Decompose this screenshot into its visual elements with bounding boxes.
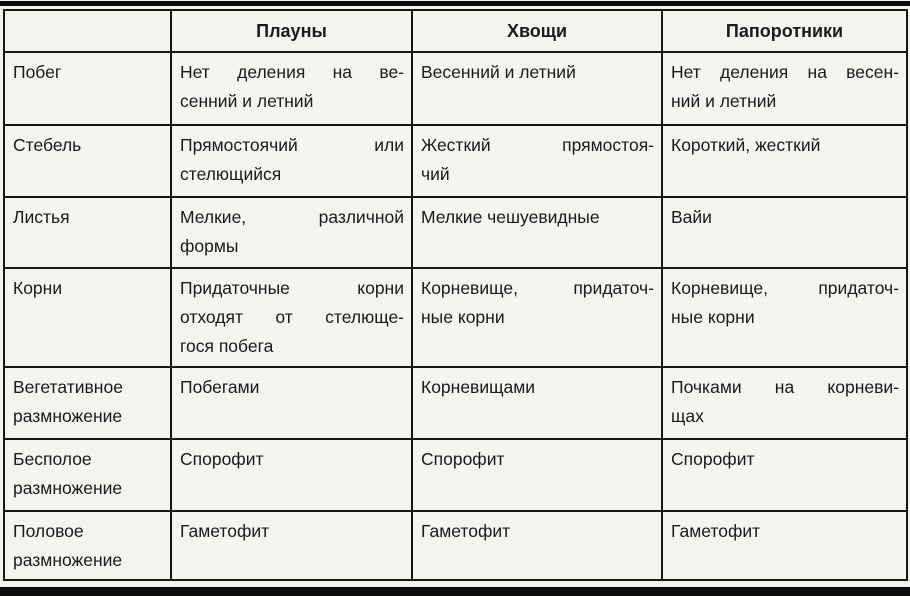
table-cell: [412, 197, 662, 268]
text-line: отходят от стелюще-: [180, 307, 404, 327]
text-line: ний и летний: [671, 91, 777, 111]
row-label: [4, 268, 171, 367]
comparison-table: [3, 9, 908, 581]
text-line: размножение: [13, 406, 123, 426]
text-line: Корневищами: [421, 377, 536, 397]
table-cell: [662, 511, 907, 580]
table-row: [4, 197, 907, 268]
text-line: Мелкие чешуевидные: [421, 207, 600, 227]
text-line: размножение: [13, 478, 123, 498]
row-label: [4, 197, 171, 268]
table-cell: [171, 52, 412, 125]
bottom-rule: [0, 587, 910, 596]
table-cell: [412, 439, 662, 511]
table-cell: [412, 125, 662, 197]
table-cell: [662, 367, 907, 439]
table-cell: [662, 52, 907, 125]
table-body: [4, 52, 907, 580]
text-line: Нет деления на ве-: [180, 62, 404, 82]
text-line: Гаметофит: [421, 521, 511, 541]
table-cell: [412, 367, 662, 439]
text-line: Корневище, придаточ-: [671, 278, 899, 298]
row-label: [4, 52, 171, 125]
table-cell: [171, 439, 412, 511]
text-line: формы: [180, 236, 239, 256]
text-line: Гаметофит: [180, 521, 270, 541]
table-cell: [171, 197, 412, 268]
text-line: Нет деления на весен-: [671, 62, 899, 82]
top-rule: [0, 1, 910, 6]
table-row: [4, 511, 907, 580]
table-row: [4, 268, 907, 367]
header-row: [4, 10, 907, 52]
text-line: Листья: [13, 207, 70, 227]
text-line: Бесполое: [13, 449, 92, 469]
row-label: [4, 511, 171, 580]
text-line: Вайи: [671, 207, 712, 227]
text-line: Половое: [13, 521, 84, 541]
text-line: Стебель: [13, 135, 82, 155]
table-cell: [662, 268, 907, 367]
table-cell: [662, 197, 907, 268]
text-line: гося побега: [180, 336, 274, 356]
table-cell: [171, 125, 412, 197]
text-line: Спорофит: [671, 449, 755, 469]
table-row: [4, 439, 907, 511]
text-line: Вегетативное: [13, 377, 123, 397]
text-line: Гаметофит: [671, 521, 761, 541]
table-cell: [662, 439, 907, 511]
text-line: ные корни: [671, 307, 755, 327]
table-cell: [171, 367, 412, 439]
text-line: Придаточные корни: [180, 278, 404, 298]
text-line: щах: [671, 406, 704, 426]
table-header: [4, 10, 907, 52]
table-cell: [662, 125, 907, 197]
text-line: размножение: [13, 550, 123, 570]
text-line: Жесткий прямостоя-: [421, 135, 654, 155]
text-line: чий: [421, 164, 450, 184]
table-cell: [171, 511, 412, 580]
text-line: Весенний и летний: [421, 62, 576, 82]
text-line: Прямостоячий или: [180, 135, 404, 155]
text-line: Корневище, придаточ-: [421, 278, 654, 298]
text-line: стелющийся: [180, 164, 282, 184]
text-line: Побег: [13, 62, 62, 82]
text-line: Короткий, жесткий: [671, 135, 821, 155]
row-label: [4, 125, 171, 197]
text-line: Спорофит: [421, 449, 505, 469]
text-line: ные корни: [421, 307, 505, 327]
text-line: Почками на корневи-: [671, 377, 899, 397]
text-line: Корни: [13, 278, 63, 298]
table-row: [4, 125, 907, 197]
column-header-2: Папоротники: [662, 10, 907, 52]
text-line: Мелкие, различной: [180, 207, 404, 227]
table-cell: [171, 268, 412, 367]
table-cell: [412, 52, 662, 125]
row-label: [4, 439, 171, 511]
row-label: [4, 367, 171, 439]
table-cell: [412, 268, 662, 367]
corner-cell: [4, 10, 171, 52]
table-cell: [412, 511, 662, 580]
text-line: сенний и летний: [180, 91, 314, 111]
column-header-1: Хвощи: [412, 10, 662, 52]
table-row: [4, 367, 907, 439]
text-line: Побегами: [180, 377, 260, 397]
column-header-0: Плауны: [171, 10, 412, 52]
text-line: Спорофит: [180, 449, 264, 469]
table-row: [4, 52, 907, 125]
